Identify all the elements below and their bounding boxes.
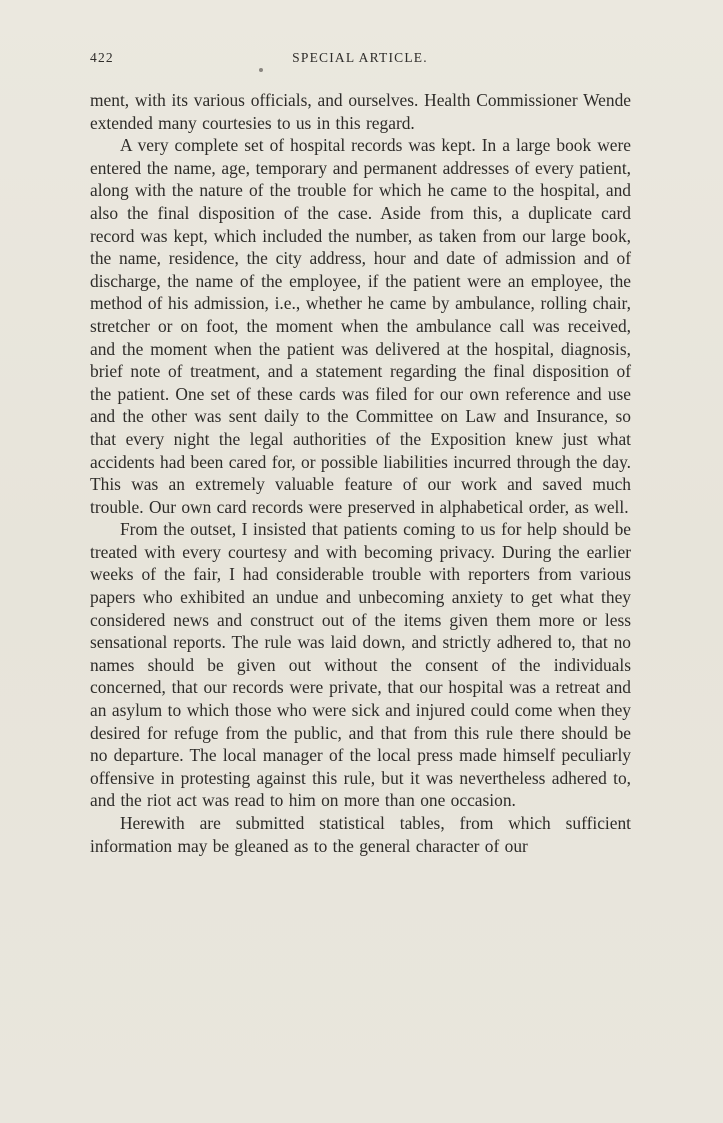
paragraph-statistical-tables: Herewith are submitted statistical tables, from which sufficient information may be gleaned as to the general character of our [90, 813, 631, 856]
paragraph-continued: ment, with its various officials, and ourselves. Health Commissioner Wende extended many courtesies to us in this regard. [90, 90, 631, 133]
article-body [90, 89, 631, 857]
running-head [90, 50, 630, 70]
paragraph-patient-privacy: From the outset, I insisted that patients coming to us for help should be treated with every courtesy and with becoming privacy. During the earlier weeks of the fair, I had considerable trouble with reporters from various papers who exhibited an undue and unbecoming anxiety to get what they considered news and construct out of the items given them more or less sensational reports. The rule was laid down, and strictly adhered to, that no names should be given out without the consent of the individuals concerned, that our records were private, that our hospital was a retreat and an asylum to which those who were sick and injured could come when they desired for refuge from the public, and that from this rule there should be no departure. The local manager of the local press made himself peculiarly offensive in protesting against this rule, but it was nevertheless adhered to, and the riot act was read to him on more than one occasion. [90, 519, 631, 811]
running-title: SPECIAL ARTICLE. [292, 50, 428, 65]
paragraph-hospital-records: A very complete set of hospital records was kept. In a large book were entered the name, age, temporary and permanent addresses of every patient, along with the nature of the trouble for which he came to the hospital, and also the final disposition of the case. Aside from this, a duplicate card record was kept, which included the number, as taken from our large book, the name, residence, the city address, hour and date of admission and of discharge, the name of the employee, if the patient were an employee, the method of his admission, i.e., whether he came by ambulance, rolling chair, stretcher or on foot, the moment when the ambulance call was received, and the moment when the patient was delivered at the hospital, diagnosis, brief note of treatment, and a statement regarding the final disposition of the patient. One set of these cards was filed for our own reference and use and the other was sent daily to the Committee on Law and Insurance, so that every night the legal authorities of the Exposition knew just what accidents had been cared for, or possible liabilities incurred through the day. This was an extremely valuable feature of our work and saved much trouble. Our own card records were preserved in alphabetical order, as well. [90, 135, 631, 517]
printer-dot-ornament [259, 68, 263, 72]
page-number: 422 [90, 50, 114, 65]
